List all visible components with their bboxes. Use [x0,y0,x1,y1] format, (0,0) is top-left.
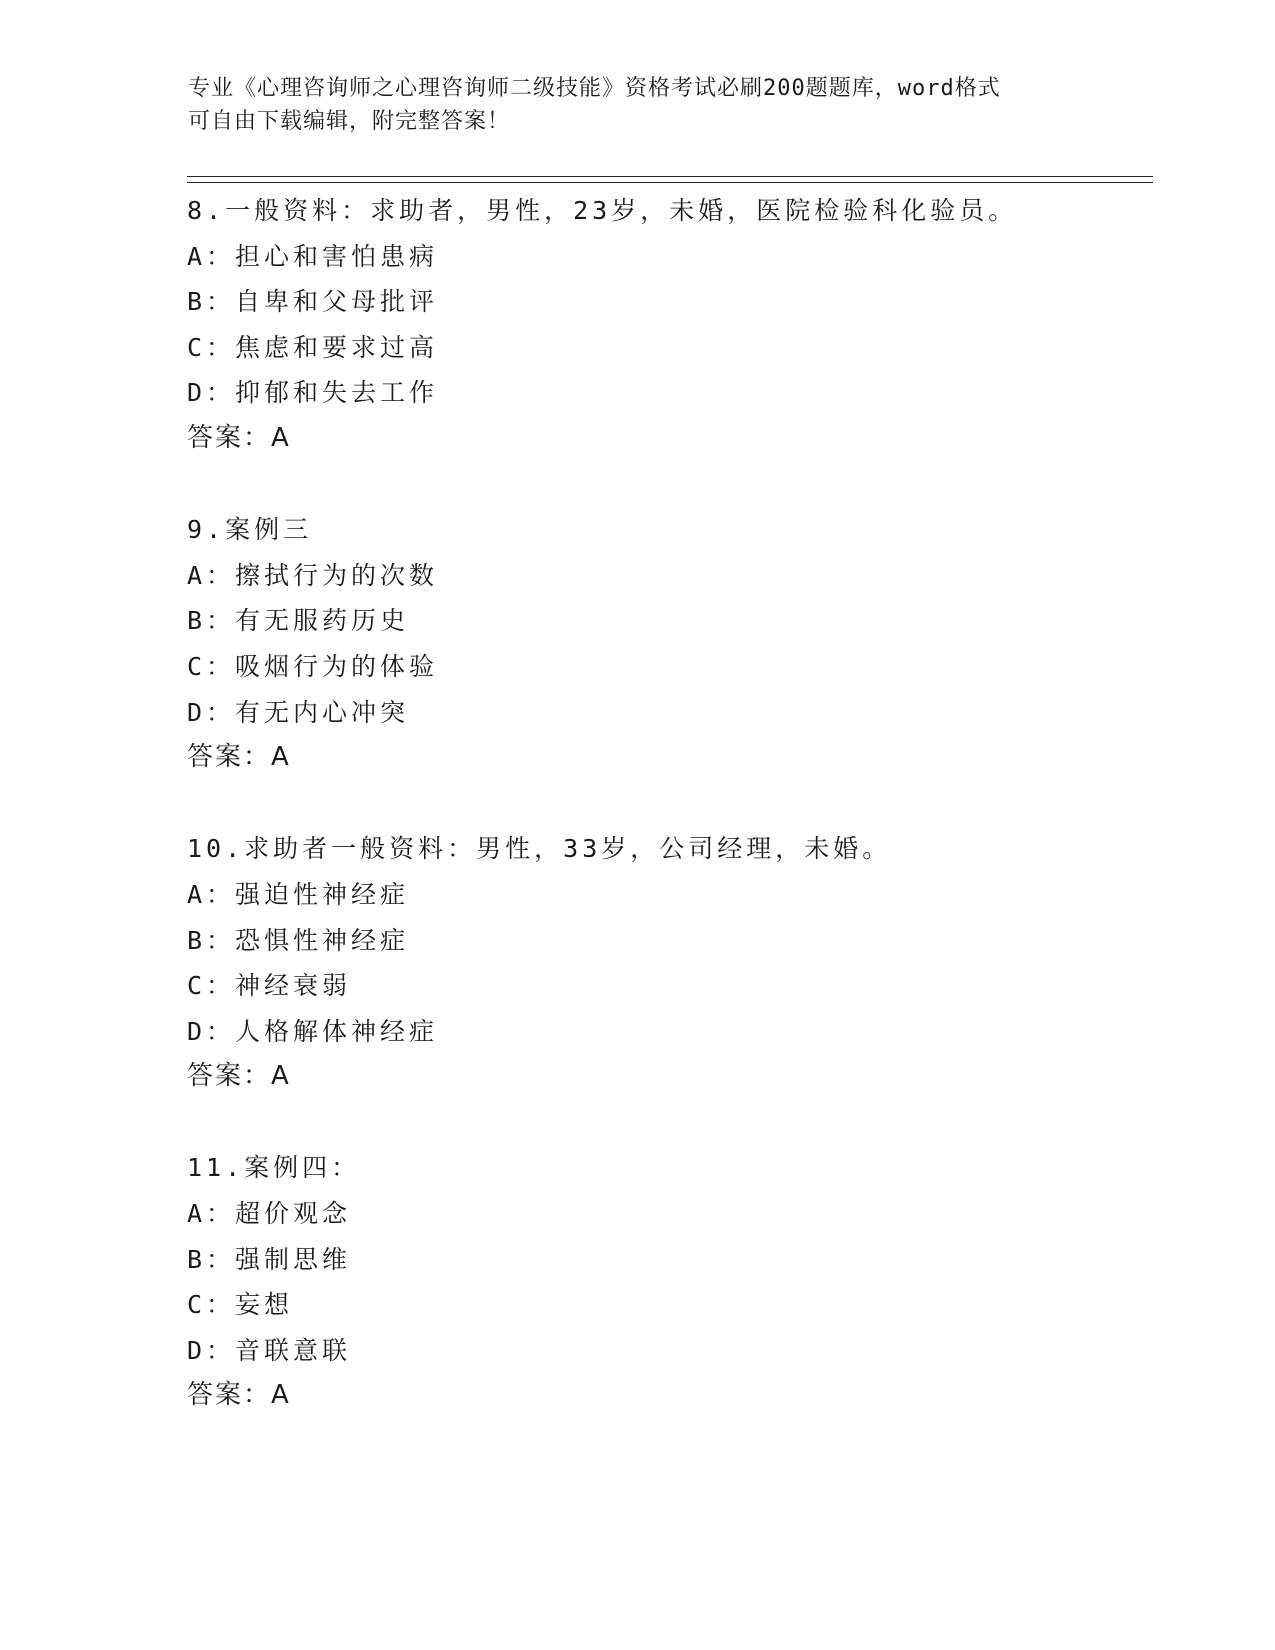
question-8 [187,188,1147,462]
question-stem: 10.求助者一般资料：男性，33岁，公司经理，未婚。 [187,834,892,864]
question-9 [187,507,1147,781]
header-divider-bottom [187,182,1153,183]
option-a: A：担心和害怕患病 [187,241,439,271]
option-c: C：神经衰弱 [187,971,352,1001]
question-list [187,188,1147,1419]
option-b: B：自卑和父母批评 [187,287,439,317]
answer-line: 答案：A [187,422,291,453]
option-d: D：抑郁和失去工作 [187,378,439,408]
option-d: D：音联意联 [187,1335,352,1365]
option-a: A：超价观念 [187,1199,352,1229]
option-b: B：强制思维 [187,1244,352,1274]
answer-line: 答案：A [187,742,291,773]
header-divider-top [187,176,1153,177]
answer-line: 答案：A [187,1380,291,1411]
question-stem: 9.案例三 [187,515,313,545]
option-a: A：擦拭行为的次数 [187,560,439,590]
question-10 [187,826,1147,1100]
option-b: B：恐惧性神经症 [187,925,410,955]
option-a: A：强迫性神经症 [187,879,410,909]
question-stem: 11.案例四： [187,1153,361,1183]
option-c: C：吸烟行为的体验 [187,651,439,681]
option-c: C：妄想 [187,1290,294,1320]
header-line-1: 专业《心理咨询师之心理咨询师二级技能》资格考试必刷200题题库，word格式 [188,76,1001,101]
option-d: D：有无内心冲突 [187,697,410,727]
option-d: D：人格解体神经症 [187,1016,439,1046]
answer-line: 答案：A [187,1061,291,1092]
question-11 [187,1145,1147,1419]
question-stem: 8.一般资料：求助者，男性，23岁，未婚，医院检验科化验员。 [187,196,1018,225]
option-c: C：焦虑和要求过高 [187,332,439,362]
document-header [188,72,1088,138]
header-line-2: 可自由下载编辑，附完整答案！ [188,109,511,134]
option-b: B：有无服药历史 [187,606,410,636]
